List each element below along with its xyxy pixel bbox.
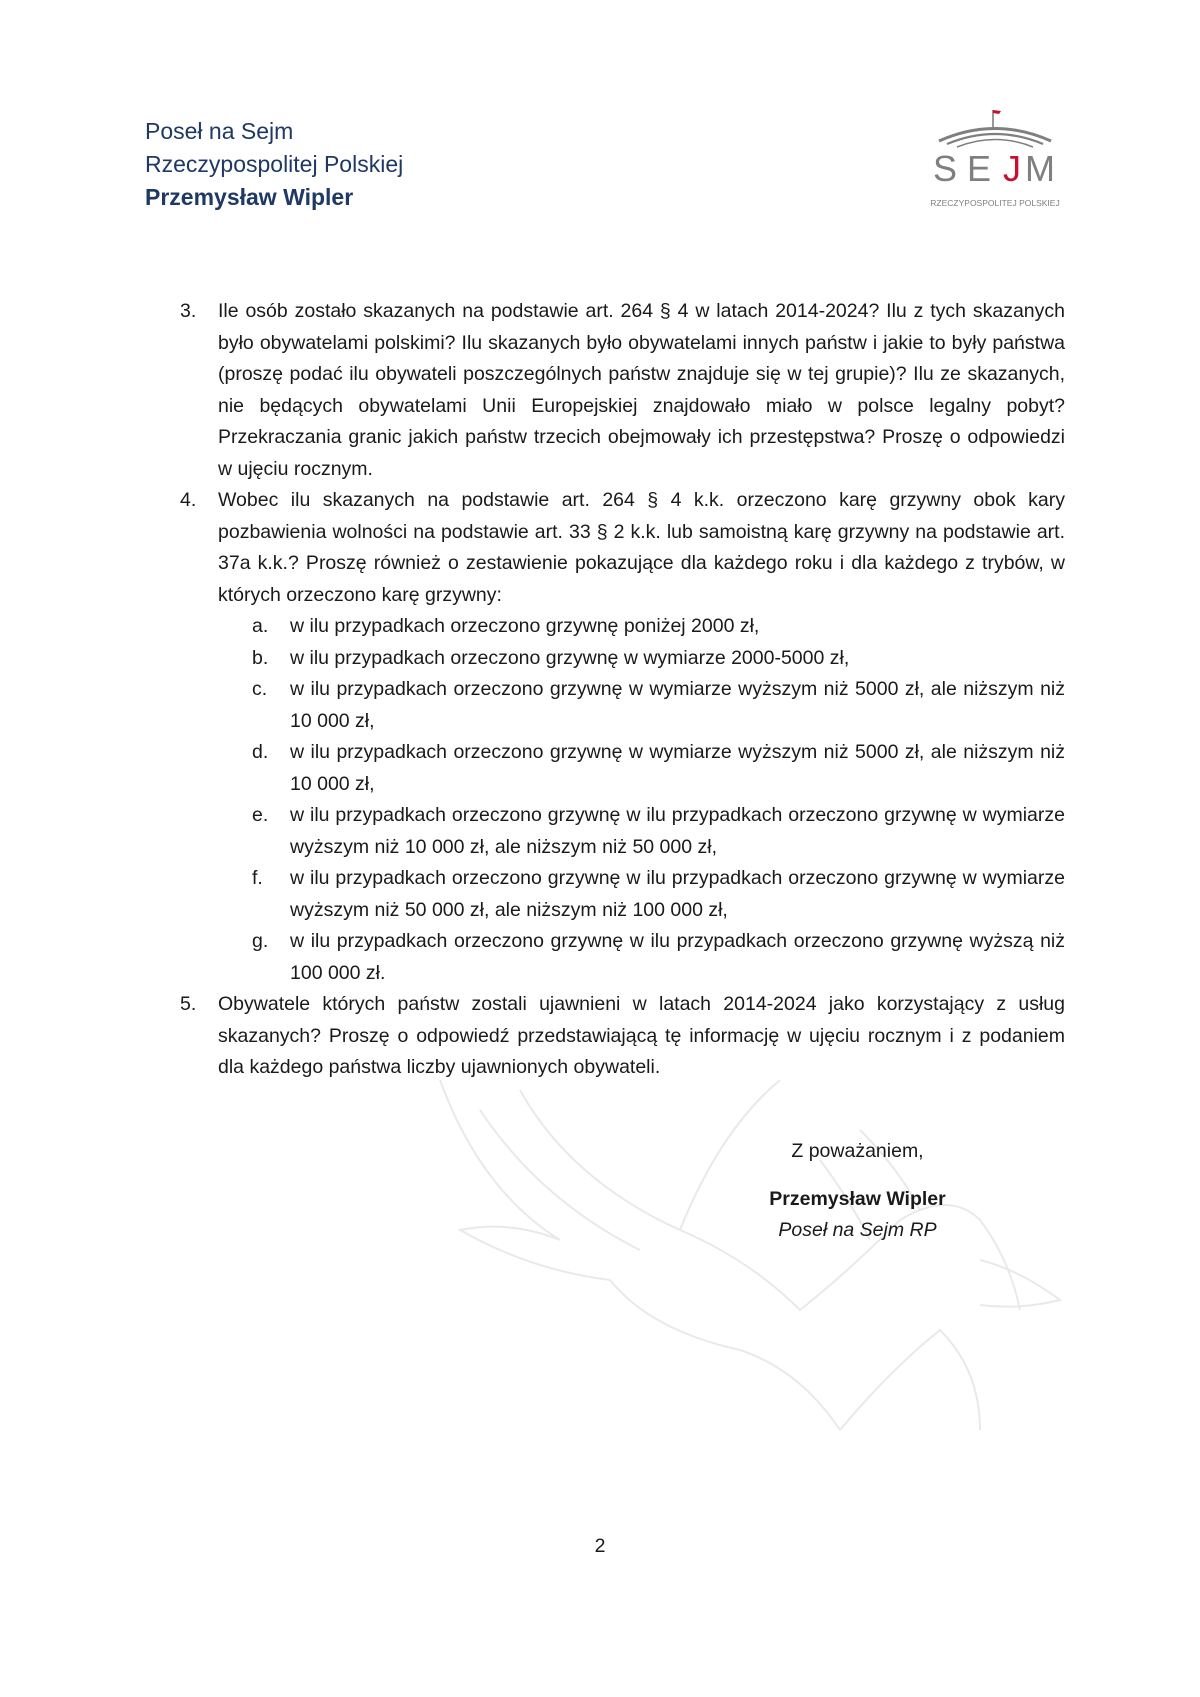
subitem-f <box>0 863 1200 926</box>
subitem-g <box>0 926 1200 989</box>
subitem-e-text: w ilu przypadkach orzeczono grzywnę w ilu przypadkach orzeczono grzywnę w wymiarze wyższym niż 10 000 zł, ale niższym niż 50 000 zł, <box>290 804 1065 858</box>
subitem-d-text: w ilu przypadkach orzeczono grzywnę w wymiarze wyższym niż 5000 zł, ale niższym niż 10 000 zł, <box>290 741 1065 795</box>
logo-subtitle: RZECZYPOSPOLITEJ POLSKIEJ <box>930 198 1060 208</box>
subitem-a-letter: a. <box>252 615 269 637</box>
question-3-text: Ile osób zostało skazanych na podstawie art. 264 § 4 w latach 2014-2024? Ilu z tych skazanych było obywatelami polskimi? Ilu skazanych było obywatelami innych państw i jakie to były państwa (proszę podać ilu obywateli poszczególnych państw znajduje się w tej grupie)? Ilu ze skazanych, nie będących obywatelami Unii Europejskiej znajdowało miało w polsce legalny pobyt? Przekraczania granic jakich państw trzecich obejmowały ich przestępstwa? Proszę o odpowiedzi w ujęciu rocznym. <box>218 300 1065 480</box>
subitem-f-text: w ilu przypadkach orzeczono grzywnę w ilu przypadkach orzeczono grzywnę w wymiarze wyższym niż 50 000 zł, ale niższym niż 100 000 zł, <box>290 867 1065 921</box>
sejm-dome-icon <box>939 110 1051 147</box>
question-5-text: Obywatele których państw zostali ujawnieni w latach 2014-2024 jako korzystający z usług skazanych? Proszę o odpowiedź przedstawiającą tę informację w ujęciu rocznym i z podaniem dla każdego państwa liczby ujawnionych obywateli. <box>218 993 1065 1078</box>
question-4-text: Wobec ilu skazanych na podstawie art. 264 § 4 k.k. orzeczono karę grzywny obok kary pozbawienia wolności na podstawie art. 33 § 2 k.k. lub samoistną karę grzywny na podstawie art. 37a k.k.? Proszę również o zestawienie pokazujące dla każdego roku i dla każdego z trybów, w których orzeczono karę grzywny: <box>218 489 1065 606</box>
subitem-f-letter: f. <box>252 867 263 889</box>
subitem-a-text: w ilu przypadkach orzeczono grzywnę poniżej 2000 zł, <box>290 615 760 637</box>
question-3 <box>0 296 1200 485</box>
subitem-c <box>0 674 1200 737</box>
subitem-g-letter: g. <box>252 930 269 952</box>
sender-line-1: Poseł na Sejm <box>145 118 294 144</box>
subitem-d-letter: d. <box>252 741 269 763</box>
logo-letter-e: E <box>967 148 992 189</box>
logo-letter-s: S <box>933 148 958 189</box>
subitem-b <box>0 643 1200 675</box>
question-5-number: 5. <box>180 993 197 1015</box>
subitem-b-letter: b. <box>252 646 269 669</box>
sejm-logo <box>925 108 1065 218</box>
subitem-c-text: w ilu przypadkach orzeczono grzywnę w wymiarze wyższym niż 5000 zł, ale niższym niż 10 000 zł, <box>290 678 1065 732</box>
subitem-e <box>0 800 1200 863</box>
subitem-a <box>0 611 1200 643</box>
subitem-d <box>0 737 1200 800</box>
subitem-e-letter: e. <box>252 804 269 826</box>
question-4 <box>0 485 1200 611</box>
subitem-c-letter: c. <box>252 678 268 700</box>
logo-letter-m: M <box>1025 148 1055 189</box>
question-4-number: 4. <box>180 489 197 511</box>
subitem-b-text: w ilu przypadkach orzeczono grzywnę w wymiarze 2000-5000 zł, <box>290 646 850 669</box>
question-5 <box>0 989 1200 1084</box>
logo-letter-j: J <box>1003 148 1021 189</box>
subitem-g-text: w ilu przypadkach orzeczono grzywnę w ilu przypadkach orzeczono grzywnę wyższą niż 100 000 zł. <box>290 930 1065 984</box>
page-number: 2 <box>594 1535 606 1557</box>
sender-header <box>145 115 403 214</box>
letter-body <box>0 296 1200 1084</box>
closing-greeting: Z poważaniem, <box>791 1140 924 1162</box>
sender-name: Przemysław Wipler <box>145 184 354 210</box>
sender-line-2: Rzeczypospolitej Polskiej <box>145 151 404 177</box>
closing-role: Poseł na Sejm RP <box>778 1219 937 1241</box>
question-3-number: 3. <box>180 300 197 322</box>
eagle-watermark-icon <box>420 1070 1070 1450</box>
closing-signature: Przemysław Wipler <box>769 1188 946 1210</box>
